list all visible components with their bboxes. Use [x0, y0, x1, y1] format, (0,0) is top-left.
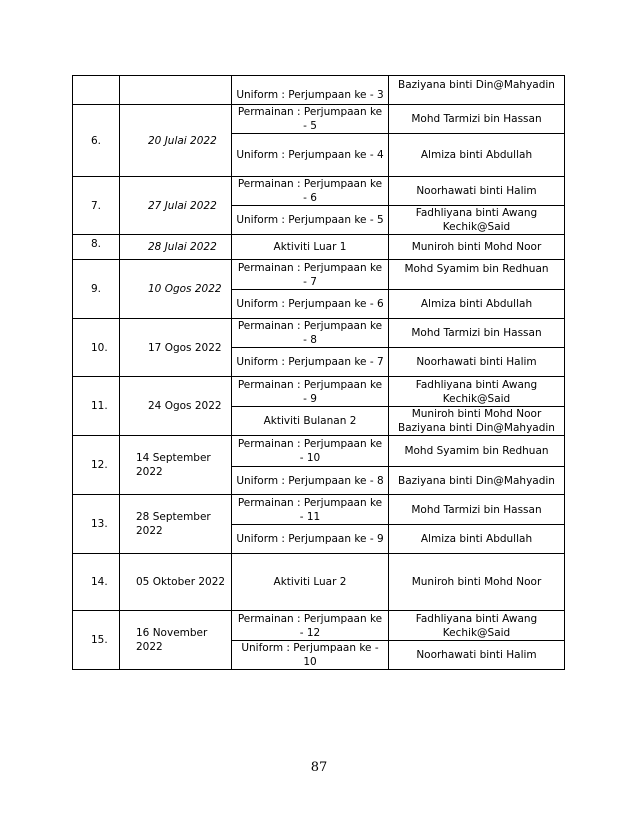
activity-cell: Uniform : Perjumpaan ke - 10 — [232, 641, 389, 670]
activity-cell: Permainan : Perjumpaan ke - 8 — [232, 319, 389, 348]
officer-cell: Fadhliyana binti Awang Kechik@Said — [389, 206, 565, 235]
date-cell: 10 Ogos 2022 — [120, 260, 232, 319]
table-row — [73, 554, 565, 611]
table-row — [73, 377, 565, 407]
activity-cell: Permainan : Perjumpaan ke - 5 — [232, 105, 389, 134]
activity-cell: Aktiviti Luar 1 — [232, 235, 389, 260]
table-row — [73, 76, 565, 105]
date-cell: 24 Ogos 2022 — [120, 377, 232, 436]
row-number: 9. — [73, 260, 120, 319]
activity-cell: Permainan : Perjumpaan ke - 10 — [232, 436, 389, 467]
table-row — [73, 611, 565, 641]
officer-cell: Almiza binti Abdullah — [389, 134, 565, 177]
table-row — [73, 177, 565, 206]
date-cell: 28 September 2022 — [120, 495, 232, 554]
row-number: 10. — [73, 319, 120, 377]
officer-cell: Baziyana binti Din@Mahyadin — [389, 76, 565, 105]
officer-cell: Almiza binti Abdullah — [389, 290, 565, 319]
row-number: 15. — [73, 611, 120, 670]
table-row — [73, 105, 565, 134]
row-number: 13. — [73, 495, 120, 554]
activity-cell: Uniform : Perjumpaan ke - 9 — [232, 525, 389, 554]
activity-cell: Uniform : Perjumpaan ke - 6 — [232, 290, 389, 319]
officer-cell: Almiza binti Abdullah — [389, 525, 565, 554]
activity-cell: Uniform : Perjumpaan ke - 3 — [232, 76, 389, 105]
date-cell: 16 November 2022 — [120, 611, 232, 670]
date-cell: 05 Oktober 2022 — [120, 554, 232, 611]
table-row — [73, 495, 565, 525]
officer-cell: Baziyana binti Din@Mahyadin — [389, 467, 565, 495]
officer-cell: Noorhawati binti Halim — [389, 641, 565, 670]
officer-cell: Mohd Tarmizi bin Hassan — [389, 105, 565, 134]
officer-cell: Muniroh binti Mohd Noor — [389, 235, 565, 260]
activity-cell: Permainan : Perjumpaan ke - 7 — [232, 260, 389, 290]
activity-cell: Permainan : Perjumpaan ke - 12 — [232, 611, 389, 641]
date-cell: 27 Julai 2022 — [120, 177, 232, 235]
officer-cell: Noorhawati binti Halim — [389, 177, 565, 206]
officer-cell: Mohd Syamim bin Redhuan — [389, 436, 565, 467]
schedule-table — [72, 75, 565, 670]
activity-cell: Permainan : Perjumpaan ke - 9 — [232, 377, 389, 407]
row-number: 14. — [73, 554, 120, 611]
officer-cell: Mohd Tarmizi bin Hassan — [389, 495, 565, 525]
officer-cell: Mohd Syamim bin Redhuan — [389, 260, 565, 290]
officer-cell: Fadhliyana binti Awang Kechik@Said — [389, 377, 565, 407]
activity-cell: Uniform : Perjumpaan ke - 8 — [232, 467, 389, 495]
table-row — [73, 319, 565, 348]
officer-cell: Fadhliyana binti Awang Kechik@Said — [389, 611, 565, 641]
date-cell: 17 Ogos 2022 — [120, 319, 232, 377]
date-cell: 28 Julai 2022 — [120, 235, 232, 260]
table-row — [73, 235, 565, 260]
table-row — [73, 436, 565, 467]
activity-cell: Aktiviti Bulanan 2 — [232, 407, 389, 436]
row-number: 6. — [73, 105, 120, 177]
activity-cell: Uniform : Perjumpaan ke - 5 — [232, 206, 389, 235]
row-number: 7. — [73, 177, 120, 235]
activity-cell: Permainan : Perjumpaan ke - 11 — [232, 495, 389, 525]
date-cell: 14 September 2022 — [120, 436, 232, 495]
row-number: 12. — [73, 436, 120, 495]
date-cell: 20 Julai 2022 — [120, 105, 232, 177]
officer-cell: Muniroh binti Mohd Noor Baziyana binti Din@Mahyadin — [389, 407, 565, 436]
officer-cell: Noorhawati binti Halim — [389, 348, 565, 377]
page-number: 87 — [310, 760, 328, 775]
row-number: 8. — [73, 235, 120, 260]
activity-cell: Aktiviti Luar 2 — [232, 554, 389, 611]
table-row — [73, 260, 565, 290]
activity-cell: Uniform : Perjumpaan ke - 7 — [232, 348, 389, 377]
activity-cell: Permainan : Perjumpaan ke - 6 — [232, 177, 389, 206]
row-number: 11. — [73, 377, 120, 436]
officer-cell: Muniroh binti Mohd Noor — [389, 554, 565, 611]
officer-cell: Mohd Tarmizi bin Hassan — [389, 319, 565, 348]
activity-cell: Uniform : Perjumpaan ke - 4 — [232, 134, 389, 177]
